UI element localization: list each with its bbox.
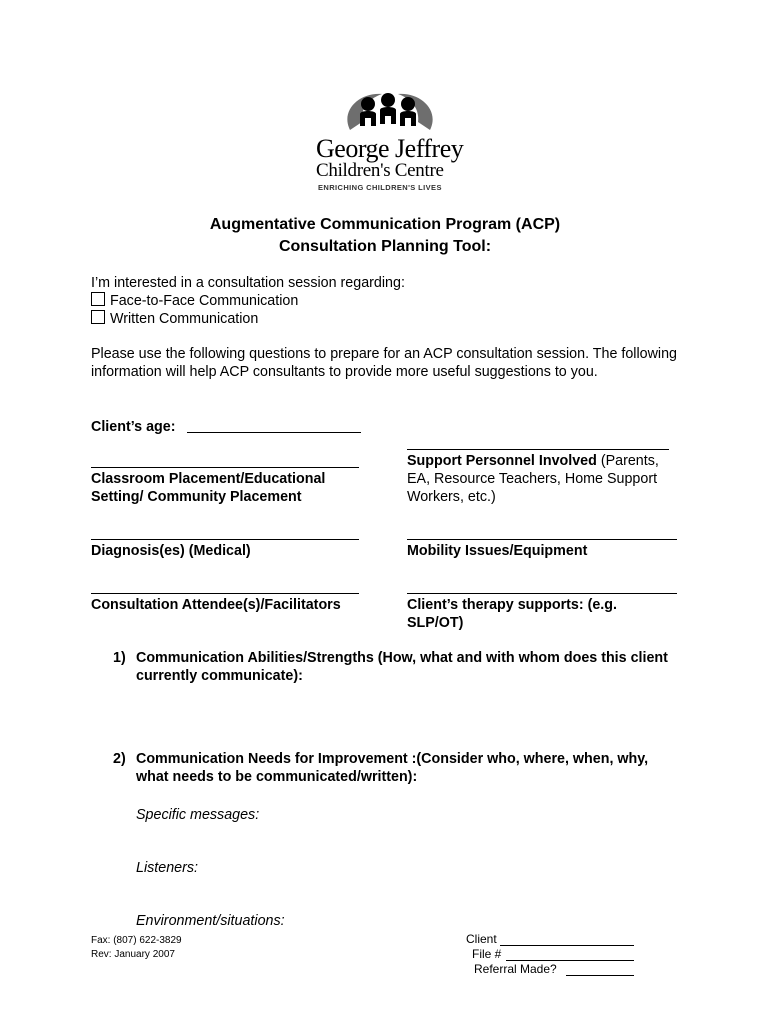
diagnosis-label: Diagnosis(es) (Medical) [91,543,251,559]
option-label: Written Communication [110,311,259,327]
client-age-label: Client’s age: [91,419,176,435]
checkbox[interactable] [91,292,105,306]
support-label-rest: (Parents, EA, Resource Teachers, Home Support Workers, etc.) [407,453,659,505]
classroom-label-1: Classroom Placement/Educational [91,471,326,487]
org-name-line2: Children's Centre [316,160,444,181]
therapy-label: Client’s therapy supports: (e.g. SLP/OT) [407,597,617,631]
therapy-field[interactable] [407,593,677,594]
classroom-label-2: Setting/ Community Placement [91,489,302,505]
environment-label: Environment/situations: [136,913,285,929]
mobility-label: Mobility Issues/Equipment [407,543,588,559]
q1-text: Communication Abilities/Strengths (How, what and with whom does this client currently communicate): [136,650,668,684]
client-field[interactable] [500,945,634,946]
revision-date: Rev: January 2007 [91,949,175,960]
checkbox[interactable] [91,310,105,324]
attendees-label: Consultation Attendee(s)/Facilitators [91,597,341,613]
q2-text: Communication Needs for Improvement :(Consider who, where, when, why, what needs to be communicated/written): [136,751,649,785]
instructions: Please use the following questions to prepare for an ACP consultation session. The following information will help ACP consultants to provide more useful suggestions to you. [91,346,678,380]
org-name-line1: George Jeffrey [316,134,464,163]
diagnosis-field[interactable] [91,539,359,540]
listeners-label: Listeners: [136,860,198,876]
doc-title-line1: Augmentative Communication Program (ACP) [209,216,561,233]
doc-title-line2: Consultation Planning Tool: [278,238,492,255]
option-face-to-face[interactable] [91,292,298,310]
q1-number: 1) [113,650,126,666]
referral-label: Referral Made? [474,962,557,976]
file-field[interactable] [506,960,634,961]
file-label: File # [472,947,502,961]
option-label: Face-to-Face Communication [110,293,299,309]
specific-messages-label: Specific messages: [136,807,260,823]
mobility-field[interactable] [407,539,677,540]
org-tagline: ENRICHING CHILDREN'S LIVES [318,183,442,192]
q2-number: 2) [113,751,126,767]
classroom-field[interactable] [91,467,359,468]
support-label-bold: Support Personnel Involved [407,453,597,469]
client-label: Client [466,932,497,946]
client-age-field[interactable] [187,432,361,433]
fax-number: Fax: (807) 622-3829 [91,935,182,946]
option-written[interactable] [91,310,258,328]
intro-question: I’m interested in a consultation session regarding: [91,275,405,291]
referral-field[interactable] [566,975,634,976]
support-label [407,452,682,506]
support-field[interactable] [407,449,669,450]
attendees-field[interactable] [91,593,359,594]
